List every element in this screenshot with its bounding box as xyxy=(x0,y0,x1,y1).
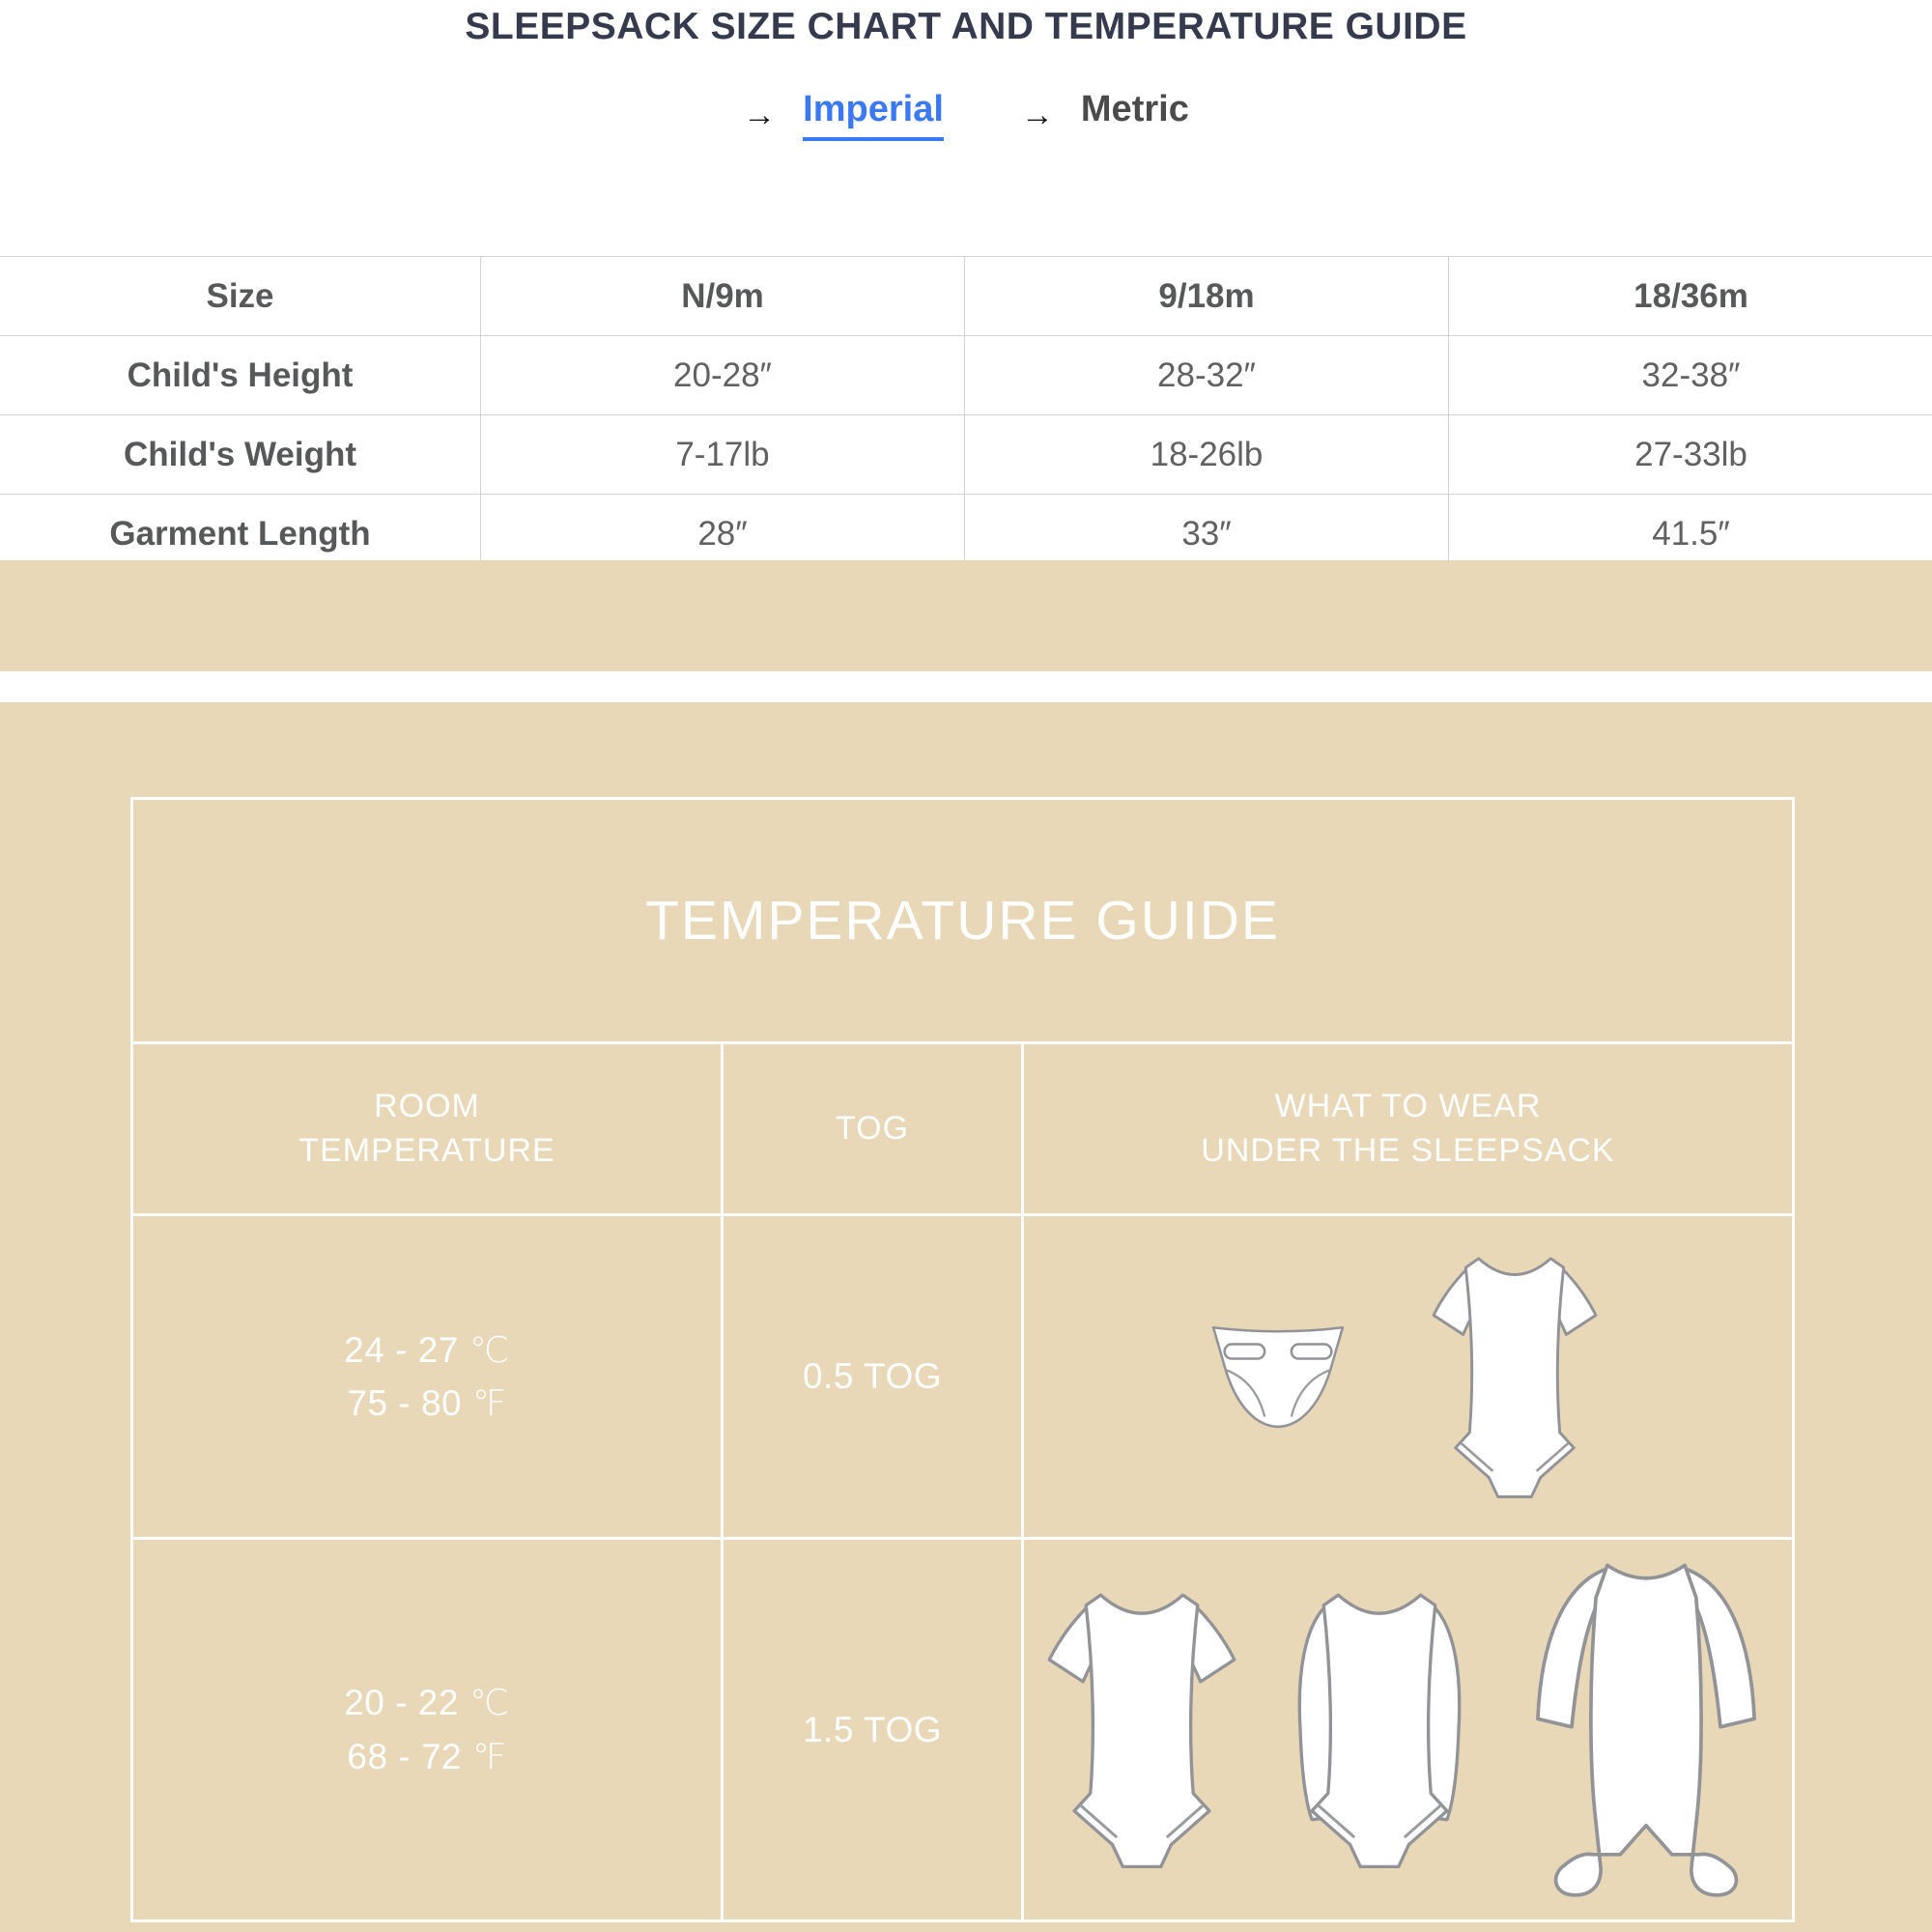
weight-918m: 18-26lb xyxy=(965,415,1449,495)
arrow-right-icon: → xyxy=(743,96,777,133)
celsius-range: 24 - 27 ℃ xyxy=(344,1329,510,1370)
garments-row2 xyxy=(1021,1537,1792,1919)
weight-1836m: 27-33lb xyxy=(1449,415,1932,495)
celsius-range: 20 - 22 ℃ xyxy=(344,1683,510,1722)
size-chart-table xyxy=(0,256,1932,574)
table-row-height xyxy=(0,336,1932,415)
footed-sleepsuit-icon xyxy=(1507,1552,1785,1908)
short-sleeve-bodysuit-icon xyxy=(1032,1583,1252,1877)
garments-row1 xyxy=(1021,1213,1792,1537)
imperial-link[interactable]: Imperial xyxy=(803,89,944,141)
row-label-height: Child's Height xyxy=(0,336,481,415)
beige-divider-band xyxy=(0,560,1932,671)
row-label-garment-length: Garment Length xyxy=(0,495,481,574)
size-chart-header-918m: 9/18m xyxy=(965,257,1449,336)
garment-length-1836m: 41.5″ xyxy=(1449,495,1932,574)
weight-n9m: 7-17lb xyxy=(481,415,965,495)
room-temperature-row2 xyxy=(133,1537,721,1919)
fahrenheit-range: 75 - 80 ℉ xyxy=(347,1383,507,1423)
column-header-tog: TOG xyxy=(721,1044,1021,1213)
size-chart-header-n9m: N/9m xyxy=(481,257,965,336)
imperial-toggle[interactable] xyxy=(743,89,944,141)
temperature-guide-section xyxy=(0,702,1932,1932)
arrow-right-icon: → xyxy=(1020,96,1054,133)
metric-toggle[interactable] xyxy=(1021,89,1189,141)
row-label-weight: Child's Weight xyxy=(0,415,481,495)
tog-value-row1: 0.5 TOG xyxy=(721,1213,1021,1537)
column-header-room-temperature: ROOM TEMPERATURE xyxy=(298,1087,555,1169)
size-chart-header-1836m: 18/36m xyxy=(1449,257,1932,336)
tog-value-row2: 1.5 TOG xyxy=(721,1537,1021,1919)
garment-length-n9m: 28″ xyxy=(481,495,965,574)
page-title: SLEEPSACK SIZE CHART AND TEMPERATURE GUIDE xyxy=(465,6,1467,47)
height-1836m: 32-38″ xyxy=(1449,336,1932,415)
temperature-guide-grid xyxy=(133,1044,1792,1919)
metric-link[interactable]: Metric xyxy=(1080,89,1189,129)
size-chart-header-size: Size xyxy=(0,257,481,336)
garment-length-918m: 33″ xyxy=(965,495,1449,574)
temperature-guide-title: TEMPERATURE GUIDE xyxy=(133,800,1792,1044)
height-n9m: 20-28″ xyxy=(481,336,965,415)
column-header-what-to-wear: WHAT TO WEAR UNDER THE SLEEPSACK xyxy=(1021,1044,1792,1213)
table-row-weight xyxy=(0,415,1932,495)
room-temperature-row1 xyxy=(133,1213,721,1537)
height-918m: 28-32″ xyxy=(965,336,1449,415)
short-sleeve-bodysuit-icon xyxy=(1418,1248,1611,1506)
temperature-guide-table xyxy=(130,797,1795,1922)
units-toggle xyxy=(0,89,1932,141)
long-sleeve-bodysuit-icon xyxy=(1269,1583,1490,1877)
size-chart-header-row xyxy=(0,257,1932,336)
diaper-icon xyxy=(1206,1319,1350,1435)
fahrenheit-range: 68 - 72 ℉ xyxy=(347,1736,507,1776)
